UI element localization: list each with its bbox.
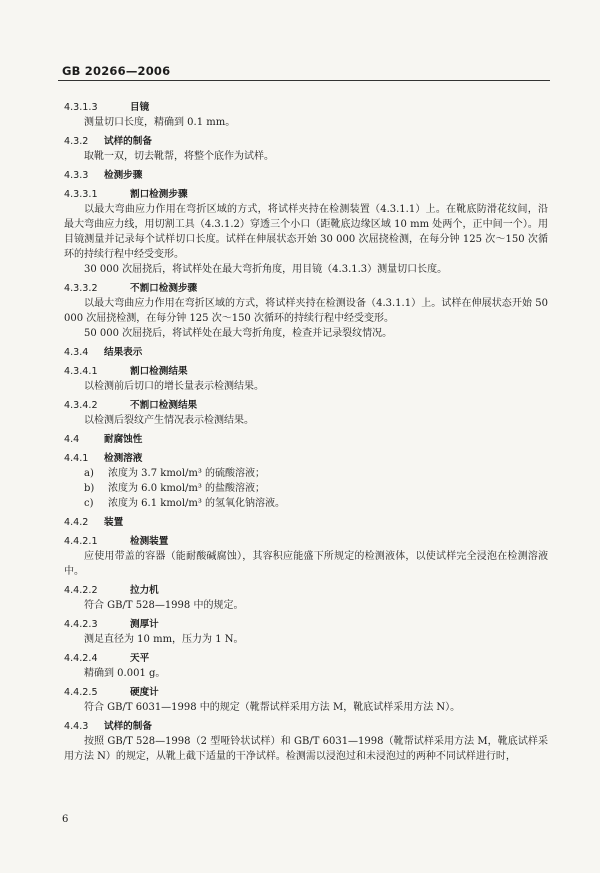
list-item-text: 浓度为 3.7 kmol/m³ 的硫酸溶液； — [108, 468, 266, 479]
section-heading — [64, 583, 548, 598]
section-title: 天平 — [130, 653, 150, 664]
paragraph: 以检测后裂纹产生情况表示检测结果。 — [84, 415, 254, 426]
standard-id: GB 20266—2006 — [62, 64, 171, 78]
list-marker: c) — [84, 498, 94, 509]
paragraph: 30 000 次屈挠后，将试样处在最大弯折角度，用目镜（4.3.1.3）测量切口长度。 — [84, 264, 448, 275]
section-title: 测厚计 — [130, 619, 159, 630]
section-heading — [64, 100, 548, 115]
section-title: 检测步骤 — [104, 170, 143, 181]
list-item — [64, 481, 548, 496]
section-title: 试样的制备 — [104, 136, 152, 147]
section-number: 4.4.2 — [64, 517, 89, 528]
section-heading — [64, 345, 548, 360]
section-heading — [64, 364, 548, 379]
section-title: 硬度计 — [130, 687, 159, 698]
section-title: 拉力机 — [130, 585, 159, 596]
paragraph: 按照 GB/T 528—1998（2 型哑铃状试样）和 GB/T 6031—1998（靴帮试样采用方法 M，靴底试样采用方法 N）的规定，从靴上截下适量的干净试样。检测需以浸泡过和未浸泡过的两种不同试样进行时， — [64, 736, 548, 762]
section-number: 4.3.1.3 — [64, 102, 98, 113]
paragraph: 以检测前后切口的增长量表示检测结果。 — [84, 381, 264, 392]
section-heading — [64, 398, 548, 413]
section-number: 4.3.4.1 — [64, 366, 98, 377]
paragraph: 以最大弯曲应力作用在弯折区域的方式，将试样夹持在检测设备（4.3.1.1）上。试样在伸展状态开始 50 000 次屈挠检测，在每分钟 125 次～150 次循环的持续行程中经受变形。 — [64, 298, 548, 324]
section-heading — [64, 451, 548, 466]
paragraph: 测足直径为 10 mm，压力为 1 N。 — [84, 634, 244, 645]
section-number: 4.4.1 — [64, 453, 89, 464]
section-heading — [64, 432, 548, 447]
header-rule — [58, 80, 550, 81]
section-number: 4.3.3.2 — [64, 283, 98, 294]
paragraph: 符合 GB/T 528—1998 中的规定。 — [84, 600, 244, 611]
section-heading — [64, 685, 548, 700]
section-title: 耐腐蚀性 — [104, 434, 143, 445]
section-title: 不割口检测步骤 — [130, 283, 198, 294]
section-number: 4.3.3 — [64, 170, 89, 181]
section-heading — [64, 168, 548, 183]
section-number: 4.3.3.1 — [64, 189, 98, 200]
section-heading — [64, 651, 548, 666]
section-heading — [64, 281, 548, 296]
section-title: 结果表示 — [104, 347, 143, 358]
paragraph: 符合 GB/T 6031—1998 中的规定（靴帮试样采用方法 M，靴底试样采用方法 N）。 — [84, 702, 461, 713]
section-heading — [64, 617, 548, 632]
paragraph: 精确到 0.001 g。 — [84, 668, 166, 679]
section-title: 检测溶液 — [104, 453, 143, 464]
section-heading — [64, 534, 548, 549]
section-heading — [64, 515, 548, 530]
section-number: 4.4.2.4 — [64, 653, 98, 664]
list-item — [64, 496, 548, 511]
section-title: 试样的制备 — [104, 721, 152, 732]
section-number: 4.3.2 — [64, 136, 89, 147]
list-marker: b) — [84, 483, 95, 494]
section-title: 装置 — [104, 517, 124, 528]
section-title: 检测装置 — [130, 536, 169, 547]
section-number: 4.3.4.2 — [64, 400, 98, 411]
list-item-text: 浓度为 6.1 kmol/m³ 的氢氧化钠溶液。 — [108, 498, 286, 509]
page-number: 6 — [62, 814, 69, 825]
paragraph: 以最大弯曲应力作用在弯折区域的方式，将试样夹持在检测装置（4.3.1.1）上。在靴底防滑花纹间，沿最大弯曲应力线，用切割工具（4.3.1.2）穿透三个小口（距靴底边缘区域 10 mm 处两个，正中间一个）。用目镜测量并记录每个试样切口长度。试样在伸展状态开始 30 000 次屈挠检测，在每分钟 125 次～150 次循环的持续行程中经受变形。 — [64, 204, 548, 260]
section-title: 目镜 — [130, 102, 150, 113]
section-heading — [64, 187, 548, 202]
section-number: 4.4.2.1 — [64, 536, 98, 547]
section-heading — [64, 719, 548, 734]
paragraph: 应使用带盖的容器（能耐酸碱腐蚀），其容积应能盛下所规定的检测液体，以使试样完全浸泡在检测溶液中。 — [64, 551, 548, 577]
section-number: 4.4 — [64, 434, 80, 445]
list-item — [64, 466, 548, 481]
section-number: 4.4.2.5 — [64, 687, 98, 698]
section-heading — [64, 134, 548, 149]
section-number: 4.4.3 — [64, 721, 89, 732]
document-body — [64, 96, 548, 764]
section-title: 不割口检测结果 — [130, 400, 198, 411]
list-item-text: 浓度为 6.0 kmol/m³ 的盐酸溶液； — [108, 483, 266, 494]
section-title: 割口检测步骤 — [130, 189, 188, 200]
section-number: 4.4.2.3 — [64, 619, 98, 630]
paragraph: 取靴一双，切去靴帮，将整个底作为试样。 — [84, 151, 274, 162]
list-marker: a) — [84, 468, 94, 479]
paragraph: 测量切口长度，精确到 0.1 mm。 — [84, 117, 236, 128]
section-number: 4.4.2.2 — [64, 585, 98, 596]
section-number: 4.3.4 — [64, 347, 89, 358]
section-title: 割口检测结果 — [130, 366, 188, 377]
paragraph: 50 000 次屈挠后，将试样处在最大弯折角度，检查并记录裂纹情况。 — [84, 328, 393, 339]
